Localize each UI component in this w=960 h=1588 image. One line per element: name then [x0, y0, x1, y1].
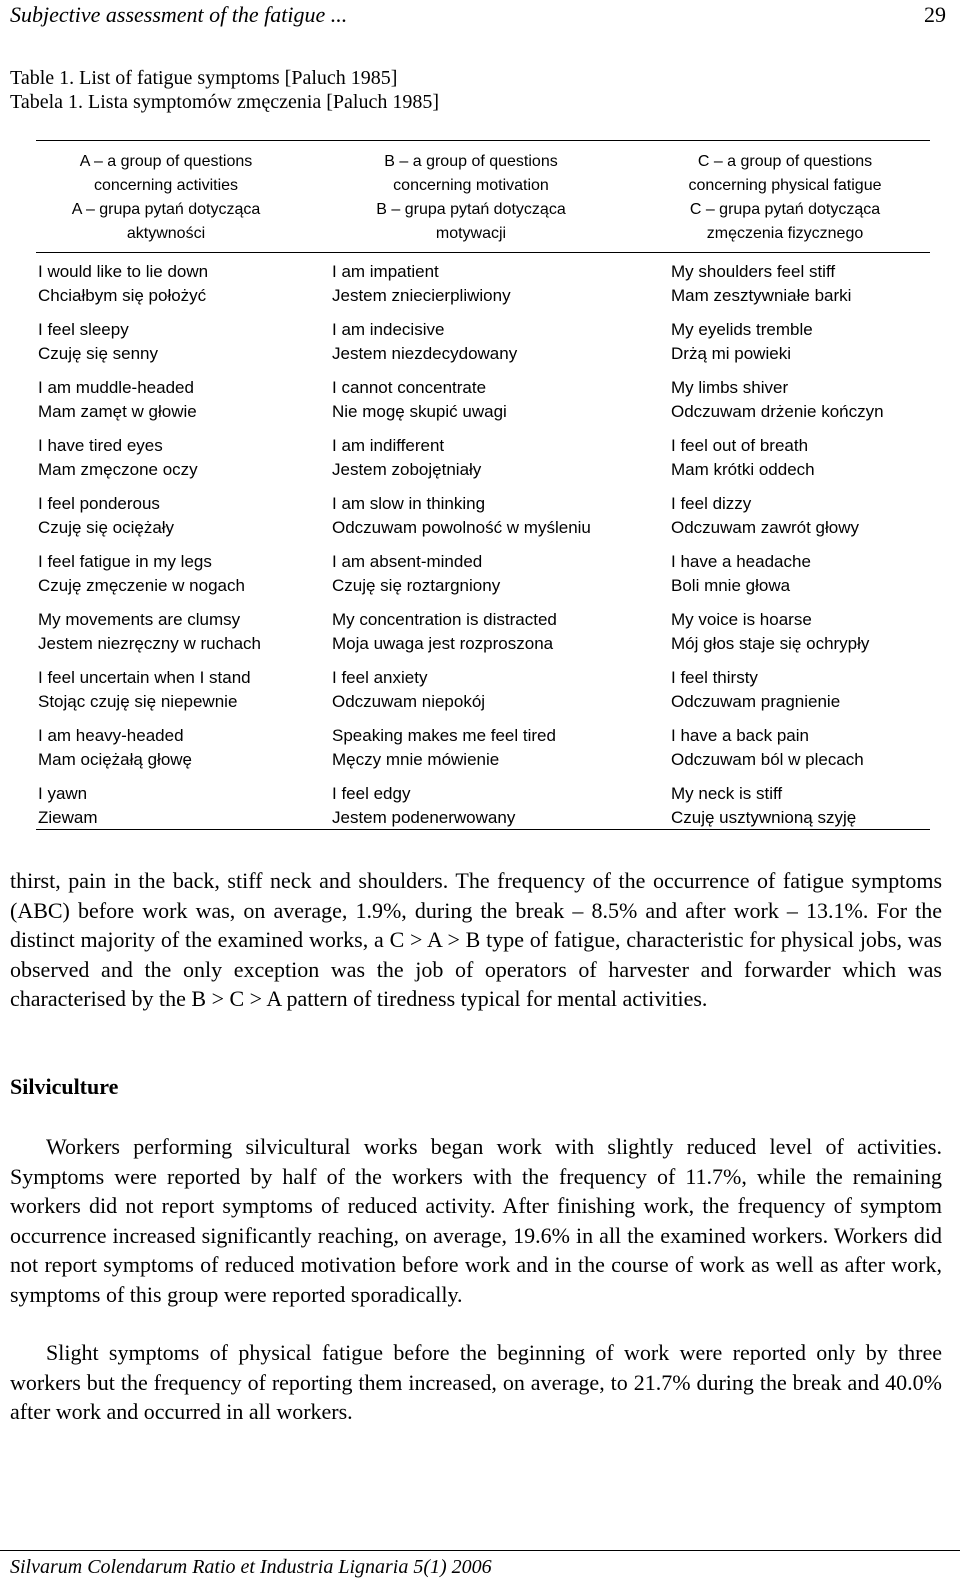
symptom-en: I feel fatigue in my legs	[38, 552, 212, 571]
symptom-pl: Odczuwam niepokój	[332, 692, 486, 711]
symptom-pl: Odczuwam ból w plecach	[671, 750, 864, 769]
table-row	[0, 376, 960, 434]
symptom-en: I have tired eyes	[38, 436, 163, 455]
table-cell-b	[332, 492, 591, 540]
column-header-pl: motywacji	[435, 225, 507, 242]
table-cell-a	[38, 724, 192, 772]
table-cell-b	[332, 318, 517, 366]
symptom-pl: Czuję się roztargniony	[332, 576, 501, 595]
symptom-pl: Czuję się senny	[38, 344, 159, 363]
symptom-en: I am absent-minded	[332, 552, 483, 571]
section-heading: Silviculture	[10, 1074, 119, 1099]
symptom-en: My shoulders feel stiff	[671, 262, 836, 281]
table-cell-c	[671, 782, 856, 830]
symptom-en: Speaking makes me feel tired	[332, 726, 556, 745]
symptom-pl: Stojąc czuję się niepewnie	[38, 692, 238, 711]
table-header-rule	[36, 252, 930, 253]
column-header-en: concerning motivation	[393, 177, 549, 194]
table-caption	[10, 66, 439, 114]
table-cell-c	[671, 318, 813, 366]
table-cell-a	[38, 260, 208, 308]
symptom-pl: Mam zamęt w głowie	[38, 402, 197, 421]
table-bottom-rule	[36, 829, 930, 830]
symptom-en: My movements are clumsy	[38, 610, 241, 629]
symptom-en: I am indifferent	[332, 436, 445, 455]
symptom-pl: Odczuwam powolność w myśleniu	[332, 518, 591, 537]
symptom-pl: Jestem podenerwowany	[332, 808, 516, 827]
table-cell-b	[332, 666, 485, 714]
symptom-en: I yawn	[38, 784, 88, 803]
table-cell-c	[671, 492, 859, 540]
table-cell-a	[38, 434, 198, 482]
symptom-pl: Odczuwam pragnienie	[671, 692, 841, 711]
table-cell-c	[671, 434, 815, 482]
symptom-en: I am indecisive	[332, 320, 445, 339]
column-header-c	[660, 150, 910, 246]
symptom-en: I feel uncertain when I stand	[38, 668, 251, 687]
table-row	[0, 492, 960, 550]
table-cell-a	[38, 666, 251, 714]
symptom-pl: Jestem niezręczny w ruchach	[38, 634, 261, 653]
symptom-en: I feel out of breath	[671, 436, 809, 455]
table-cell-b	[332, 782, 515, 830]
table-caption-pl: Tabela 1. Lista symptomów zmęczenia [Paluch 1985]	[10, 91, 440, 113]
column-header-b	[336, 150, 606, 246]
symptom-pl: Mam zesztywniałe barki	[671, 286, 852, 305]
table-row	[0, 724, 960, 782]
table-cell-b	[332, 260, 511, 308]
table-cell-b	[332, 608, 557, 656]
column-header-a	[36, 150, 296, 246]
symptom-en: My voice is hoarse	[671, 610, 812, 629]
symptom-pl: Czuję usztywnioną szyję	[671, 808, 857, 827]
table-body	[0, 260, 960, 840]
symptom-en: I feel sleepy	[38, 320, 129, 339]
symptom-pl: Mam krótki oddech	[671, 460, 815, 479]
symptom-en: I am slow in thinking	[332, 494, 486, 513]
column-header-pl: A – grupa pytań dotycząca	[71, 201, 261, 218]
column-header-en: concerning physical fatigue	[688, 177, 882, 194]
table-cell-a	[38, 376, 197, 424]
symptom-en: I am impatient	[332, 262, 439, 281]
symptom-pl: Drżą mi powieki	[671, 344, 791, 363]
table-cell-c	[671, 550, 811, 598]
table-cell-c	[671, 376, 884, 424]
table-row	[0, 318, 960, 376]
symptom-en: I am heavy-headed	[38, 726, 184, 745]
body-paragraph: Slight symptoms of physical fatigue before the beginning of work were reported only by three workers but the frequency of reporting them increased, on average, to 21.7% during the break and 40.0% after work and occurred in all workers.	[10, 1340, 942, 1424]
page-number: 29	[924, 2, 946, 27]
table-cell-c	[671, 260, 851, 308]
table-row	[0, 260, 960, 318]
symptom-en: My concentration is distracted	[332, 610, 557, 629]
symptom-pl: Boli mnie głowa	[671, 576, 791, 595]
symptom-en: I feel dizzy	[671, 494, 752, 513]
symptom-pl: Jestem niezdecydowany	[332, 344, 518, 363]
symptom-en: I cannot concentrate	[332, 378, 487, 397]
symptom-en: My limbs shiver	[671, 378, 789, 397]
symptom-pl: Mam ociężałą głowę	[38, 750, 193, 769]
column-header-pl: B – grupa pytań dotycząca	[376, 201, 566, 218]
table-cell-a	[38, 550, 245, 598]
column-header-en: C – a group of questions	[697, 153, 873, 170]
table-cell-b	[332, 550, 500, 598]
table-caption-en: Table 1. List of fatigue symptoms [Paluch 1985]	[10, 67, 398, 89]
symptom-en: I am muddle-headed	[38, 378, 194, 397]
table-top-rule	[36, 140, 930, 141]
symptom-en: I feel anxiety	[332, 668, 428, 687]
table-cell-b	[332, 724, 556, 772]
table-cell-a	[38, 782, 98, 830]
table-cell-a	[38, 608, 261, 656]
running-title: Subjective assessment of the fatigue ...	[10, 2, 348, 27]
table-cell-a	[38, 318, 158, 366]
table-row	[0, 434, 960, 492]
table-cell-a	[38, 492, 174, 540]
symptom-pl: Czuję się ociężały	[38, 518, 175, 537]
symptom-en: I would like to lie down	[38, 262, 209, 281]
table-row	[0, 550, 960, 608]
symptom-pl: Mój głos staje się ochrypły	[671, 634, 870, 653]
body-paragraph: Workers performing silvicultural works began work with slightly reduced level of activities. Symptoms were reported by half of the workers with the frequency of 11.7%, while the remaining workers did not report symptoms of reduced activity. After finishing work, the frequency of symptom occurrence increased significantly reaching, on average, 19.6% in all the examined workers. Workers did not report symptoms of reduced motivation before work and in the course of work as well as after work, symptoms of this group were reported sporadically.	[10, 1134, 942, 1307]
symptom-pl: Nie mogę skupić uwagi	[332, 402, 507, 421]
column-header-en: concerning activities	[93, 177, 239, 194]
symptom-en: I feel edgy	[332, 784, 411, 803]
symptom-pl: Mam zmęczone oczy	[38, 460, 198, 479]
table-row	[0, 782, 960, 840]
table-cell-c	[671, 608, 869, 656]
column-header-pl: C – grupa pytań dotycząca	[689, 201, 881, 218]
table-row	[0, 608, 960, 666]
table-cell-c	[671, 724, 864, 772]
column-header-en: A – a group of questions	[79, 153, 253, 170]
symptom-pl: Jestem zobojętniały	[332, 460, 482, 479]
symptom-pl: Odczuwam zawrót głowy	[671, 518, 860, 537]
table-cell-b	[332, 434, 481, 482]
footer-rule	[0, 1550, 960, 1551]
table-row	[0, 666, 960, 724]
column-header-pl: aktywności	[126, 225, 206, 242]
symptom-pl: Męczy mnie mówienie	[332, 750, 500, 769]
journal-footer: Silvarum Colendarum Ratio et Industria Lignaria 5(1) 2006	[10, 1556, 492, 1578]
symptom-pl: Czuję zmęczenie w nogach	[38, 576, 245, 595]
symptom-pl: Ziewam	[38, 808, 98, 827]
symptom-pl: Chciałbym się położyć	[38, 286, 207, 305]
column-header-en: B – a group of questions	[384, 153, 558, 170]
symptom-en: I feel thirsty	[671, 668, 758, 687]
table-cell-c	[671, 666, 840, 714]
column-header-pl: zmęczenia fizycznego	[706, 225, 864, 242]
symptom-en: I have a headache	[671, 552, 811, 571]
symptom-en: My eyelids tremble	[671, 320, 813, 339]
body-paragraph: thirst, pain in the back, stiff neck and shoulders. The frequency of the occurrence of fatigue symptoms (ABC) before work was, on average, 1.9%, during the break – 8.5% and after work – 13.1%. For the distinct majority of the examined works, a C > A > B type of fatigue, characteristic for physical jobs, was observed and the only exception was the job of operators of harvester and forwarder which was characterised by the B > C > A pattern of tiredness typical for mental activities.	[10, 868, 942, 1011]
symptom-en: I have a back pain	[671, 726, 809, 745]
symptom-pl: Odczuwam drżenie kończyn	[671, 402, 884, 421]
symptom-pl: Moja uwaga jest rozproszona	[332, 634, 554, 653]
symptom-pl: Jestem zniecierpliwiony	[332, 286, 511, 305]
table-cell-b	[332, 376, 507, 424]
symptom-en: My neck is stiff	[671, 784, 783, 803]
symptom-en: I feel ponderous	[38, 494, 160, 513]
